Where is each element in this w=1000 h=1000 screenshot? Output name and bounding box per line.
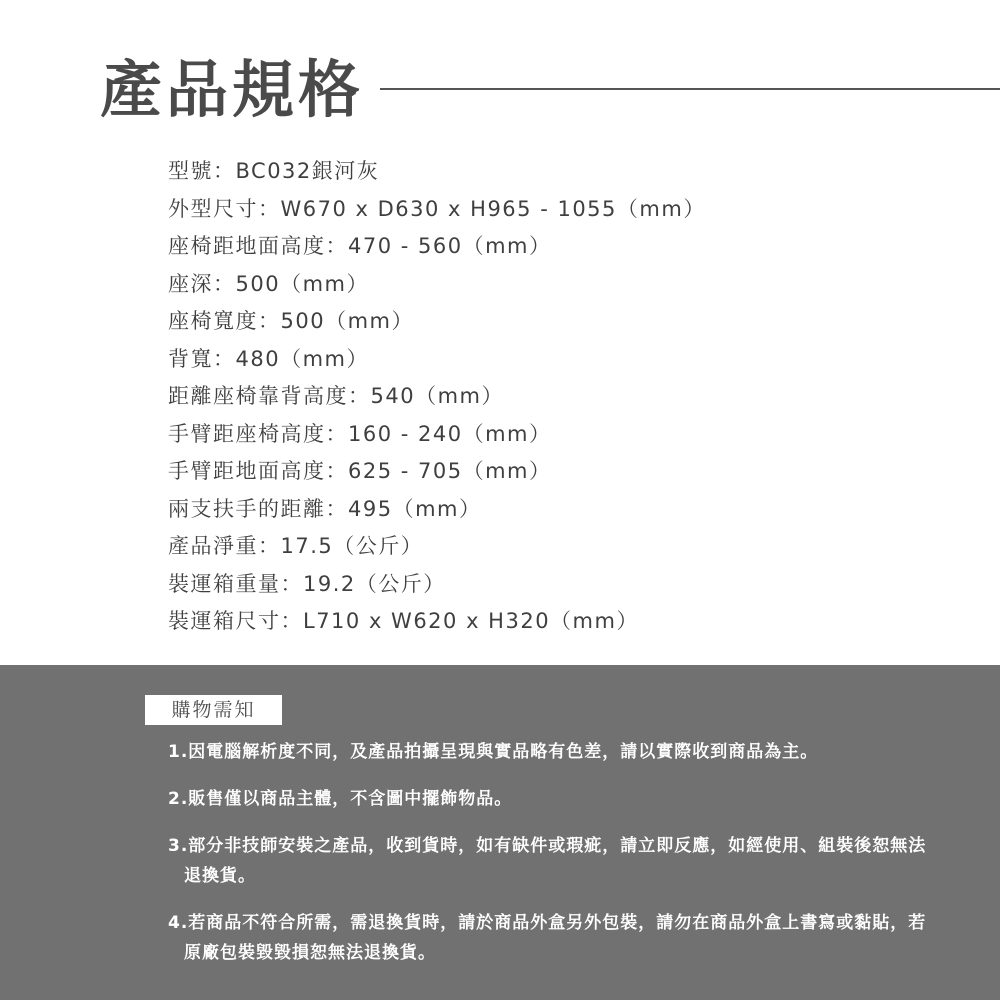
- spec-item-net-weight: 產品淨重：17.5（公斤）: [168, 534, 424, 558]
- notice-item-1: 1.因電腦解析度不同，及產品拍攝呈現與實品略有色差，請以實際收到商品為主。: [168, 742, 819, 762]
- spec-item-box-size: 裝運箱尺寸：L710 x W620 x H320（mm）: [168, 609, 639, 633]
- spec-header: [100, 52, 1000, 132]
- notice-item-4: 4.若商品不符合所需，需退換貨時，請於商品外盒另外包裝，請勿在商品外盒上書寫或黏貼，若原廠包裝毀毀損恕無法退換貨。: [168, 913, 927, 963]
- spec-item-box-weight: 裝運箱重量：19.2（公斤）: [168, 571, 446, 596]
- title-divider: [380, 88, 1000, 90]
- spec-item-model: 型號：BC032銀河灰: [168, 159, 380, 183]
- spec-item-seat-depth: 座深：500（mm）: [168, 271, 369, 296]
- notice-item-2: 2.販售僅以商品主體，不含圖中擺飾物品。: [168, 789, 513, 809]
- spec-item-seat-height: 座椅距地面高度：470 - 560（mm）: [168, 234, 552, 258]
- notice-item-3: 3.部分非技師安裝之產品，收到貨時，如有缺件或瑕疵，請立即反應，如經使用、組裝後恕無法退換貨。: [168, 836, 927, 886]
- spec-item-back-width: 背寬：480（mm）: [168, 346, 369, 371]
- shopping-notice-section: [0, 665, 1000, 1000]
- spec-item-armrest-seat-height: 手臂距座椅高度：160 - 240（mm）: [168, 421, 552, 446]
- spec-item-armrest-floor-height: 手臂距地面高度：625 - 705（mm）: [168, 459, 552, 483]
- notice-list: [168, 737, 928, 985]
- spec-item-armrest-distance: 兩支扶手的距離：495（mm）: [168, 496, 482, 521]
- spec-item-dimensions: 外型尺寸：W670 x D630 x H965 - 1055（mm）: [168, 196, 706, 221]
- spec-list: [168, 153, 706, 641]
- spec-item-backrest-height: 距離座椅靠背高度：540（mm）: [168, 384, 504, 408]
- notice-tag: 購物需知: [145, 695, 282, 725]
- spec-item-seat-width: 座椅寬度：500（mm）: [168, 309, 414, 333]
- page-title: 產品規格: [100, 53, 365, 126]
